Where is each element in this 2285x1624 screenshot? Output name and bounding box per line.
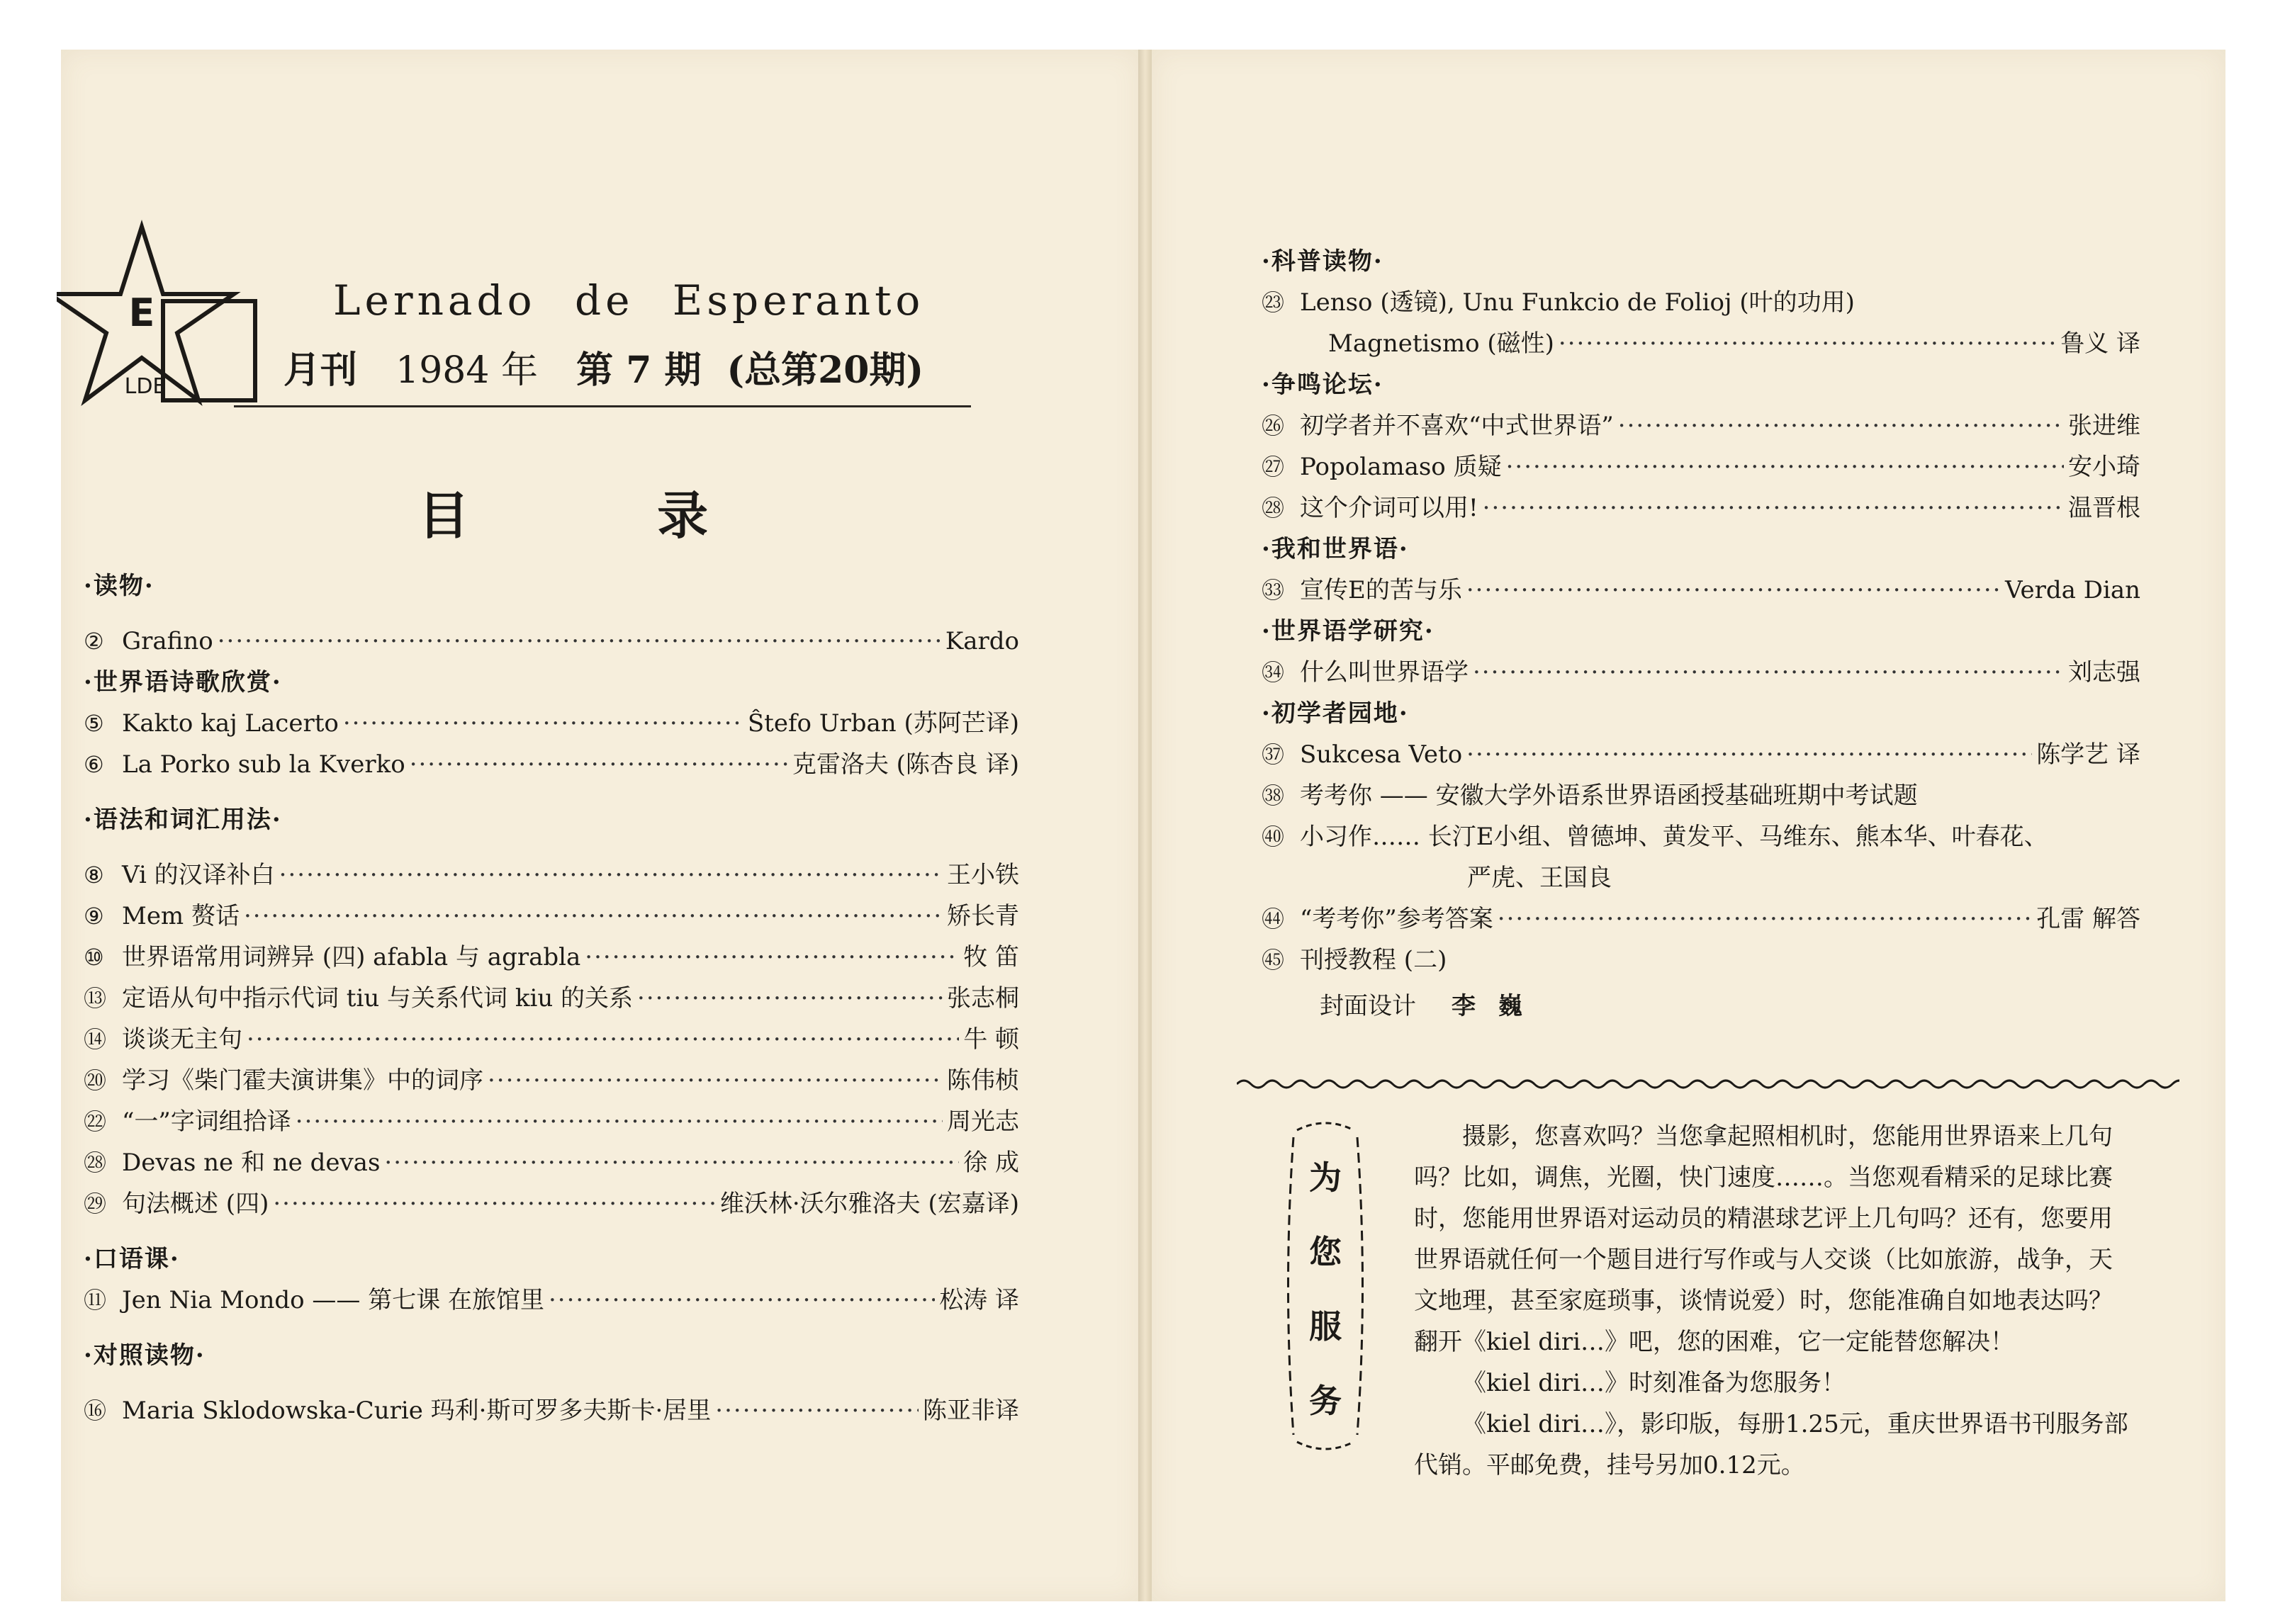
page-number: ㉝ [1262, 577, 1285, 604]
cover-label: 封面设计 [1320, 992, 1416, 1020]
toc-entry [1262, 405, 2140, 446]
toc-section-title: ·争鸣论坛· [1262, 371, 1383, 399]
page-number: ⑭ [84, 1026, 107, 1053]
cover-credit [1320, 986, 1529, 1021]
entry-title: Jen Nia Mondo —— 第七课 在旅馆里 [122, 1286, 544, 1314]
page-number: ⑯ [84, 1397, 107, 1424]
page-number: ⑬ [84, 985, 107, 1012]
page-number: ㊵ [1262, 823, 1285, 850]
toc-entry [1262, 652, 2140, 693]
service-char: 务 [1309, 1382, 1342, 1420]
entry-author: 鲁义 译 [2060, 329, 2140, 358]
leader-dots [247, 1019, 959, 1060]
entry-author: 温晋根 [2068, 494, 2140, 522]
page-number: ㉞ [1262, 659, 1285, 686]
toc-entry [84, 937, 1019, 978]
leader-dots [1466, 570, 2001, 611]
toc-entry [84, 1101, 1019, 1142]
page-number: ㉙ [84, 1190, 107, 1217]
entry-author: 张进维 [2068, 412, 2140, 440]
entry-title: 世界语常用词辨异 (四) afabla 与 agrabla [122, 943, 581, 971]
entry-title: 严虎、王国良 [1467, 864, 1612, 892]
entry-title: 考考你 —— 安徽大学外语系世界语函授基础班期中考试题 [1300, 782, 1918, 810]
leader-dots [1618, 405, 2064, 446]
toc-entry [1262, 898, 2140, 940]
page-number: ㉗ [1262, 453, 1285, 480]
toc-entry [84, 1280, 1019, 1321]
leader-dots [1559, 323, 2056, 364]
entry-author: 周光志 [947, 1107, 1019, 1136]
leader-dots [549, 1280, 935, 1321]
toc-entry [84, 1142, 1019, 1183]
entry-author: 矫长青 [947, 902, 1019, 930]
toc-entry [1262, 282, 2140, 323]
toc-entry [1262, 446, 2140, 487]
logo-letter: E [128, 291, 155, 335]
star-logo-icon [57, 213, 283, 425]
toc-entry [84, 744, 1019, 785]
entry-title: Magnetismo (磁性) [1328, 329, 1554, 358]
toc-entry [84, 621, 1019, 662]
service-paragraph-1: 摄影，您喜欢吗？当您拿起照相机时，您能用世界语来上几句吗？比如，调焦，光圈，快门速度……。当您观看精采的足球比赛时，您能用世界语对运动员的精湛球艺评上几句吗？还有，您要用世界语就任何一个题目进行写作或与人交谈（比如旅游，战争，天文地理，甚至家庭琐事，谈情说爱）时，您能准确自如地表达吗？翻开《kiel diri…》吧，您的困难，它一定能替您解决！ [1414, 1122, 2113, 1356]
cover-designer: 李 巍 [1452, 992, 1529, 1020]
entry-author: 牧 笛 [963, 943, 1019, 971]
toc-entry [84, 978, 1019, 1019]
entry-author: Ŝtefo Urban (苏阿芒译) [747, 709, 1019, 738]
toc-entry [84, 855, 1019, 896]
toc-left-column [84, 565, 1019, 1431]
entry-title: La Porko sub la Kverko [122, 750, 405, 779]
leader-dots [244, 896, 943, 937]
toc-right-column [1262, 241, 2140, 981]
page-number: ⑥ [84, 751, 104, 778]
toc-section-title: ·对照读物· [84, 1341, 206, 1370]
leader-dots [343, 703, 743, 744]
entry-title: 初学者并不喜欢“中式世界语” [1300, 412, 1614, 440]
leader-dots [296, 1101, 943, 1142]
page-number: ⑩ [84, 944, 104, 971]
issue-line [283, 340, 949, 393]
toc-entry [84, 1060, 1019, 1101]
entry-title: “一”字词组拾译 [122, 1107, 291, 1136]
entry-author: 王小铁 [947, 861, 1019, 889]
service-char: 服 [1309, 1307, 1342, 1346]
entry-title: 定语从句中指示代词 tiu 与关系代词 kiu 的关系 [122, 984, 634, 1013]
entry-author: 克雷洛夫 (陈杏良 译) [792, 750, 1019, 779]
service-paragraph-3: 《kiel diri…》，影印版，每册1.25元，重庆世界语书刊服务部代销。平邮免费，挂号另加0.12元。 [1414, 1410, 2128, 1479]
entry-author: 维沃林·沃尔雅洛夫 (宏嘉译) [719, 1190, 1019, 1218]
entry-author: 陈学艺 译 [2036, 740, 2140, 769]
total-issue: (总第20期) [726, 349, 924, 392]
leader-dots [1483, 487, 2064, 529]
service-char: 为 [1309, 1158, 1342, 1197]
toc-heading: 目 录 [418, 485, 794, 546]
leader-dots [715, 1390, 919, 1431]
toc-entry [1262, 857, 2140, 898]
toc-section-title: ·世界语学研究· [1262, 617, 1435, 645]
leader-dots [637, 978, 943, 1019]
page-number: ⑳ [84, 1067, 107, 1094]
entry-title: Popolamaso 质疑 [1300, 453, 1502, 481]
page-number: ⑤ [84, 710, 104, 737]
toc-section-title: ·语法和词汇用法· [84, 806, 282, 834]
frequency: 月刊 [283, 349, 358, 392]
entry-author: 张志桐 [947, 984, 1019, 1013]
toc-entry [1262, 323, 2140, 364]
page-number: ㉓ [1262, 289, 1285, 316]
toc-section-title: ·口语课· [84, 1245, 180, 1273]
toc-section-title: ·读物· [84, 572, 155, 600]
leader-dots [279, 855, 943, 896]
leader-dots [218, 621, 941, 662]
entry-title: 谈谈无主句 [122, 1025, 242, 1054]
toc-entry [1262, 775, 2140, 816]
entry-title: “考考你”参考答案 [1300, 905, 1493, 933]
leader-dots [1498, 898, 2032, 940]
toc-entry [1262, 734, 2140, 775]
toc-entry [1262, 816, 2140, 857]
toc-entry [84, 896, 1019, 937]
leader-dots [1473, 652, 2064, 693]
toc-entry [84, 1390, 1019, 1431]
leader-dots [488, 1060, 943, 1101]
service-paragraph-2: 《kiel diri…》时刻准备为您服务！ [1462, 1369, 1846, 1397]
toc-entry [84, 703, 1019, 744]
entry-author: 安小琦 [2068, 453, 2140, 481]
entry-author: 徐 成 [963, 1149, 1019, 1177]
issue-number: 第 7 期 [576, 349, 702, 392]
page-number: ⑨ [84, 903, 104, 930]
entry-title: Mem 赘话 [122, 902, 240, 930]
toc-section-title: ·我和世界语· [1262, 535, 1409, 563]
entry-author: 陈伟桢 [947, 1066, 1019, 1095]
entry-title: 这个介词可以用! [1300, 494, 1478, 522]
toc-entry [84, 1183, 1019, 1224]
service-char: 您 [1309, 1233, 1342, 1271]
journal-title: Lernado de Esperanto [333, 276, 925, 325]
entry-title: Lenso (透镜), Unu Funkcio de Folioj (叶的功用) [1300, 288, 1855, 317]
entry-author: 陈亚非译 [923, 1397, 1019, 1425]
leader-dots [1506, 446, 2064, 487]
entry-title: Maria Sklodowska-Curie 玛利·斯可罗多夫斯卡·居里 [122, 1397, 712, 1425]
entry-title: 学习《柴门霍夫演讲集》中的词序 [122, 1066, 483, 1095]
issue-year: 1984 年 [395, 349, 538, 392]
toc-entry [84, 1019, 1019, 1060]
service-box-title [1301, 1141, 1350, 1438]
page-number: ㊲ [1262, 741, 1285, 768]
page-number: ⑪ [84, 1287, 107, 1314]
entry-title: 什么叫世界语学 [1300, 658, 1469, 687]
service-ad [1414, 1116, 2130, 1486]
entry-title: Devas ne 和 ne devas [122, 1149, 381, 1177]
page-number: ㉘ [84, 1149, 107, 1176]
entry-title: Vi 的汉译补白 [122, 861, 275, 889]
logo-text: LDE [124, 374, 167, 399]
entry-title: Sukcesa Veto [1300, 740, 1463, 769]
toc-section-title: ·科普读物· [1262, 247, 1383, 276]
entry-title: 刊授教程 (二) [1300, 946, 1447, 974]
wavy-divider [1237, 1077, 2179, 1091]
entry-title: 宣传E的苦与乐 [1300, 576, 1462, 604]
leader-dots [410, 744, 788, 785]
toc-section-title: ·世界语诗歌欣赏· [84, 668, 282, 697]
toc-entry [1262, 487, 2140, 529]
header-rule [234, 405, 971, 407]
entry-author: 松涛 译 [939, 1286, 1019, 1314]
toc-entry [1262, 570, 2140, 611]
page-number: ⑧ [84, 862, 104, 889]
entry-title: Grafino [122, 627, 213, 655]
page-number: ㉘ [1262, 495, 1285, 521]
leader-dots [585, 937, 959, 978]
entry-title: Kakto kaj Lacerto [122, 709, 339, 738]
page-number: ㉖ [1262, 412, 1285, 439]
entry-author: 孔雷 解答 [2036, 905, 2140, 933]
toc-section-title: ·初学者园地· [1262, 699, 1409, 728]
entry-author: 刘志强 [2068, 658, 2140, 687]
page-number: ② [84, 628, 104, 655]
entry-title: 小习作…… 长汀E小组、曾德坤、黄发平、马维东、熊本华、叶春花、 [1300, 823, 2048, 851]
entry-author: Verda Dian [2005, 576, 2140, 604]
entry-author: Kardo [945, 627, 1019, 655]
entry-author: 牛 顿 [963, 1025, 1019, 1054]
toc-entry [1262, 940, 2140, 981]
entry-title: 句法概述 (四) [122, 1190, 269, 1218]
leader-dots [384, 1142, 959, 1183]
page-number: ㊺ [1262, 947, 1285, 974]
page-number: ㊳ [1262, 782, 1285, 809]
page-number: ㊹ [1262, 906, 1285, 932]
page-number: ㉒ [84, 1108, 107, 1135]
leader-dots [273, 1183, 716, 1224]
leader-dots [1466, 734, 2032, 775]
